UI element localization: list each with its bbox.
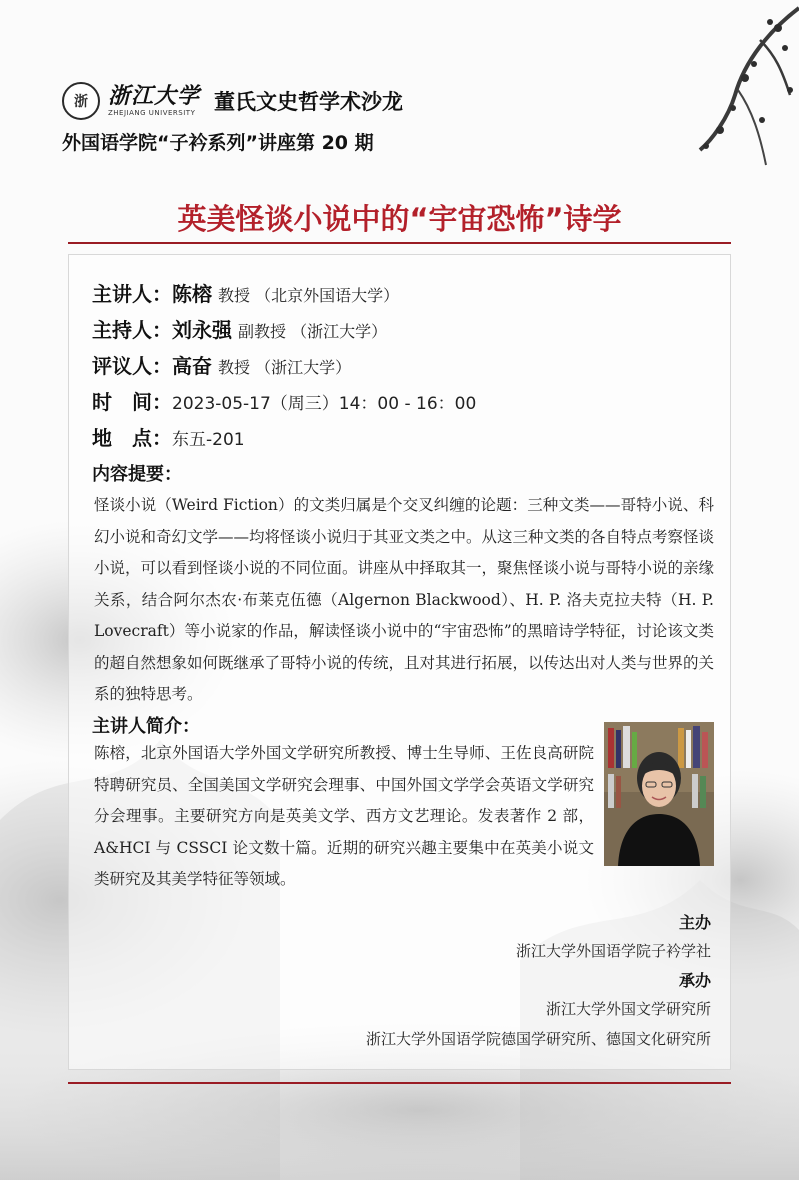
host-org bbox=[516, 940, 711, 961]
lecture-info bbox=[92, 278, 476, 458]
abstract-heading: 内容提要： bbox=[92, 464, 182, 485]
co-org-heading bbox=[679, 968, 711, 991]
reviewer-label: 评议人： bbox=[92, 354, 172, 378]
time-row bbox=[92, 386, 476, 422]
university-name-en: ZHEJIANG UNIVERSITY bbox=[108, 109, 196, 117]
speaker-name: 陈榕 bbox=[172, 282, 212, 306]
time-label: 时 间： bbox=[92, 390, 172, 414]
place-row bbox=[92, 422, 476, 458]
header bbox=[62, 82, 403, 120]
speaker-label: 主讲人： bbox=[92, 282, 172, 306]
reviewer-row bbox=[92, 350, 476, 386]
co-org-2-text: 浙江大学外国语学院德国学研究所、德国文化研究所 bbox=[365, 1030, 711, 1048]
university-logo bbox=[108, 85, 200, 117]
reviewer-detail: 教授 （浙江大学） bbox=[218, 358, 352, 377]
place-label: 地 点： bbox=[92, 426, 172, 450]
university-name-cn: 浙江大学 bbox=[108, 83, 201, 109]
salon-name: 董氏文史哲学术沙龙 bbox=[214, 90, 404, 114]
co-org-1-text: 浙江大学外国文学研究所 bbox=[545, 1000, 711, 1018]
zju-seal-icon: 浙 bbox=[62, 82, 100, 120]
speaker-row bbox=[92, 278, 476, 314]
host-org-heading-text: 主办 bbox=[678, 913, 711, 932]
place-value: 东五-201 bbox=[172, 430, 245, 450]
bio-body: 陈榕，北京外国语大学外国文学研究所教授、博士生导师、王佐良高研院特聘研究员、全国美国文学研究会理事、中国外国文学学会英语文学研究分会理事。主要研究方向是英美文学、西方文艺理论。发表著作 2 部，A&HCI 与 CSSCI 论文数十篇。近期的研究兴趣主要集中在英美小说文类研究及其美学特征等领域。 bbox=[94, 744, 594, 888]
lecture-series: 外国语学院“子衿系列”讲座第 20 期 bbox=[62, 132, 374, 154]
speaker-detail: 教授 （北京外国语大学） bbox=[218, 286, 400, 305]
host-row bbox=[92, 314, 476, 350]
bottom-divider bbox=[68, 1082, 731, 1084]
host-label: 主持人： bbox=[92, 318, 172, 342]
abstract-body: 怪谈小说（Weird Fiction）的文类归属是个交叉纠缠的论题：三种文类——哥特小说、科幻小说和奇幻文学——均将怪谈小说归于其亚文类之中。从这三种文类的各自特点考察怪谈小说，可以看到怪谈小说的不同位面。讲座从中择取其一，聚焦怪谈小说与哥特小说的亲缘关系，结合阿尔杰农·布莱克伍德（Algernon Blackwood）、H. P. 洛夫克拉夫特（H. P. Lovecraft）等小说家的作品，解读怪谈小说中的“宇宙恐怖”的黑暗诗学特征，讨论该文类的超自然想象如何既继承了哥特小说的传统，且对其进行拓展，以传达出对人类与世界的关系的独特思考。 bbox=[94, 496, 715, 703]
host-org-text: 浙江大学外国语学院子衿学社 bbox=[515, 942, 711, 960]
top-divider bbox=[68, 242, 731, 244]
host-name: 刘永强 bbox=[172, 318, 232, 342]
co-org-1 bbox=[546, 998, 711, 1019]
lecture-title: 英美怪谈小说中的“宇宙恐怖”诗学 bbox=[177, 202, 622, 236]
bio-heading: 主讲人简介： bbox=[92, 716, 200, 737]
co-org-2 bbox=[366, 1028, 711, 1049]
reviewer-name: 高奋 bbox=[172, 354, 212, 378]
time-value: 2023-05-17（周三）14：00 - 16：00 bbox=[172, 394, 477, 414]
co-org-heading-text: 承办 bbox=[678, 971, 711, 990]
speaker-photo bbox=[604, 722, 714, 866]
host-detail: 副教授 （浙江大学） bbox=[238, 322, 388, 341]
host-org-heading bbox=[679, 910, 711, 933]
